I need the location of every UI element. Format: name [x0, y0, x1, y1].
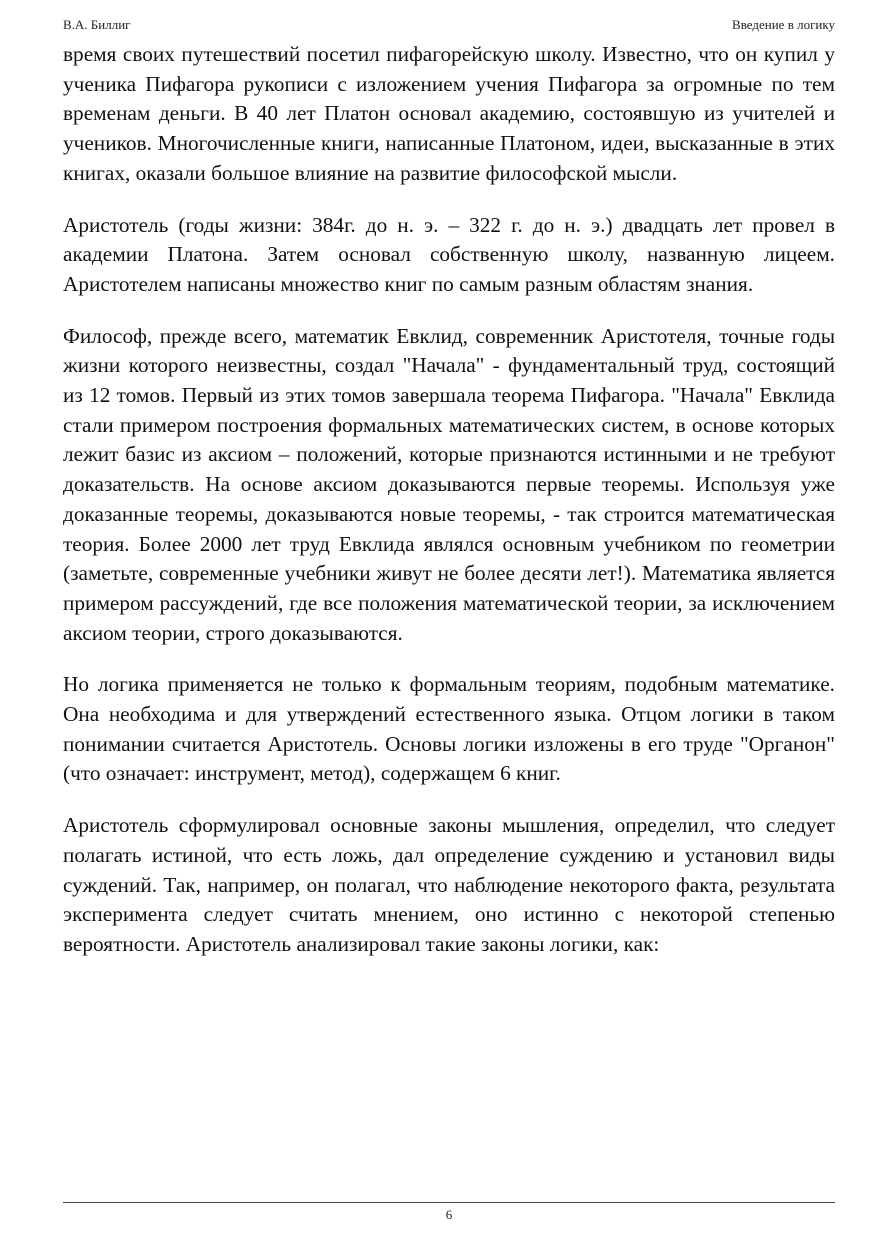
- paragraph-euclid: Философ, прежде всего, математик Евклид, современник Аристотеля, точные годы жизни которого неизвестны, создал "Начала" - фундаментальный труд, состоящий из 12 томов. Первый из этих томов завершала теорема Пифагора. "Начала" Евклида стали примером построения формальных математических систем, в основе которых лежит базис из аксиом – положений, которые признаются истинными и не требуют доказательств. На основе аксиом доказываются первые теоремы. Используя уже доказанные теоремы, доказываются новые теоремы, - так строится математическая теория. Более 2000 лет труд Евклида являлся основным учебником по геометрии (заметьте, современные учебники живут не более десяти лет!). Математика является примером рассуждений, где все положения математической теории, за исключением аксиом теории, строго доказываются.: [63, 323, 835, 645]
- page-body: [63, 40, 835, 982]
- header-title: Введение в логику: [732, 17, 835, 32]
- running-header: [63, 16, 835, 34]
- paragraph-aristotle-life: Аристотель (годы жизни: 384г. до н. э. – 322 г. до н. э.) двадцать лет провел в академии Платона. Затем основал собственную школу, названную лицеем. Аристотелем написаны множество книг по самым разным областям знания.: [63, 212, 835, 296]
- paragraph-aristotle-laws: Аристотель сформулировал основные законы мышления, определил, что следует полагать истиной, что есть ложь, дал определение суждению и установил виды суждений. Так, например, он полагал, что наблюдение некоторого факта, результата эксперимента следует считать мнением, оно истинно с некоторой степенью вероятности. Аристотель анализировал такие законы логики, как:: [63, 813, 835, 956]
- paragraph-plato-continued: время своих путешествий посетил пифагорейскую школу. Известно, что он купил у ученика Пифагора рукописи с изложением учения Пифагора за огромные по тем временам деньги. В 40 лет Платон основал академию, состоявшую из учителей и учеников. Многочисленные книги, написанные Платоном, идеи, высказанные в этих книгах, оказали большое влияние на развитие философской мысли.: [63, 42, 835, 185]
- paragraph-logic-natural-language: Но логика применяется не только к формальным теориям, подобным математике. Она необходима и для утверждений естественного языка. Отцом логики в таком понимании считается Аристотель. Основы логики изложены в его труде "Органон" (что означает: инструмент, метод), содержащем 6 книг.: [63, 672, 835, 786]
- page-number: 6: [445, 1207, 453, 1222]
- header-author: В.А. Биллиг: [63, 17, 131, 32]
- footer-divider: [63, 1202, 835, 1203]
